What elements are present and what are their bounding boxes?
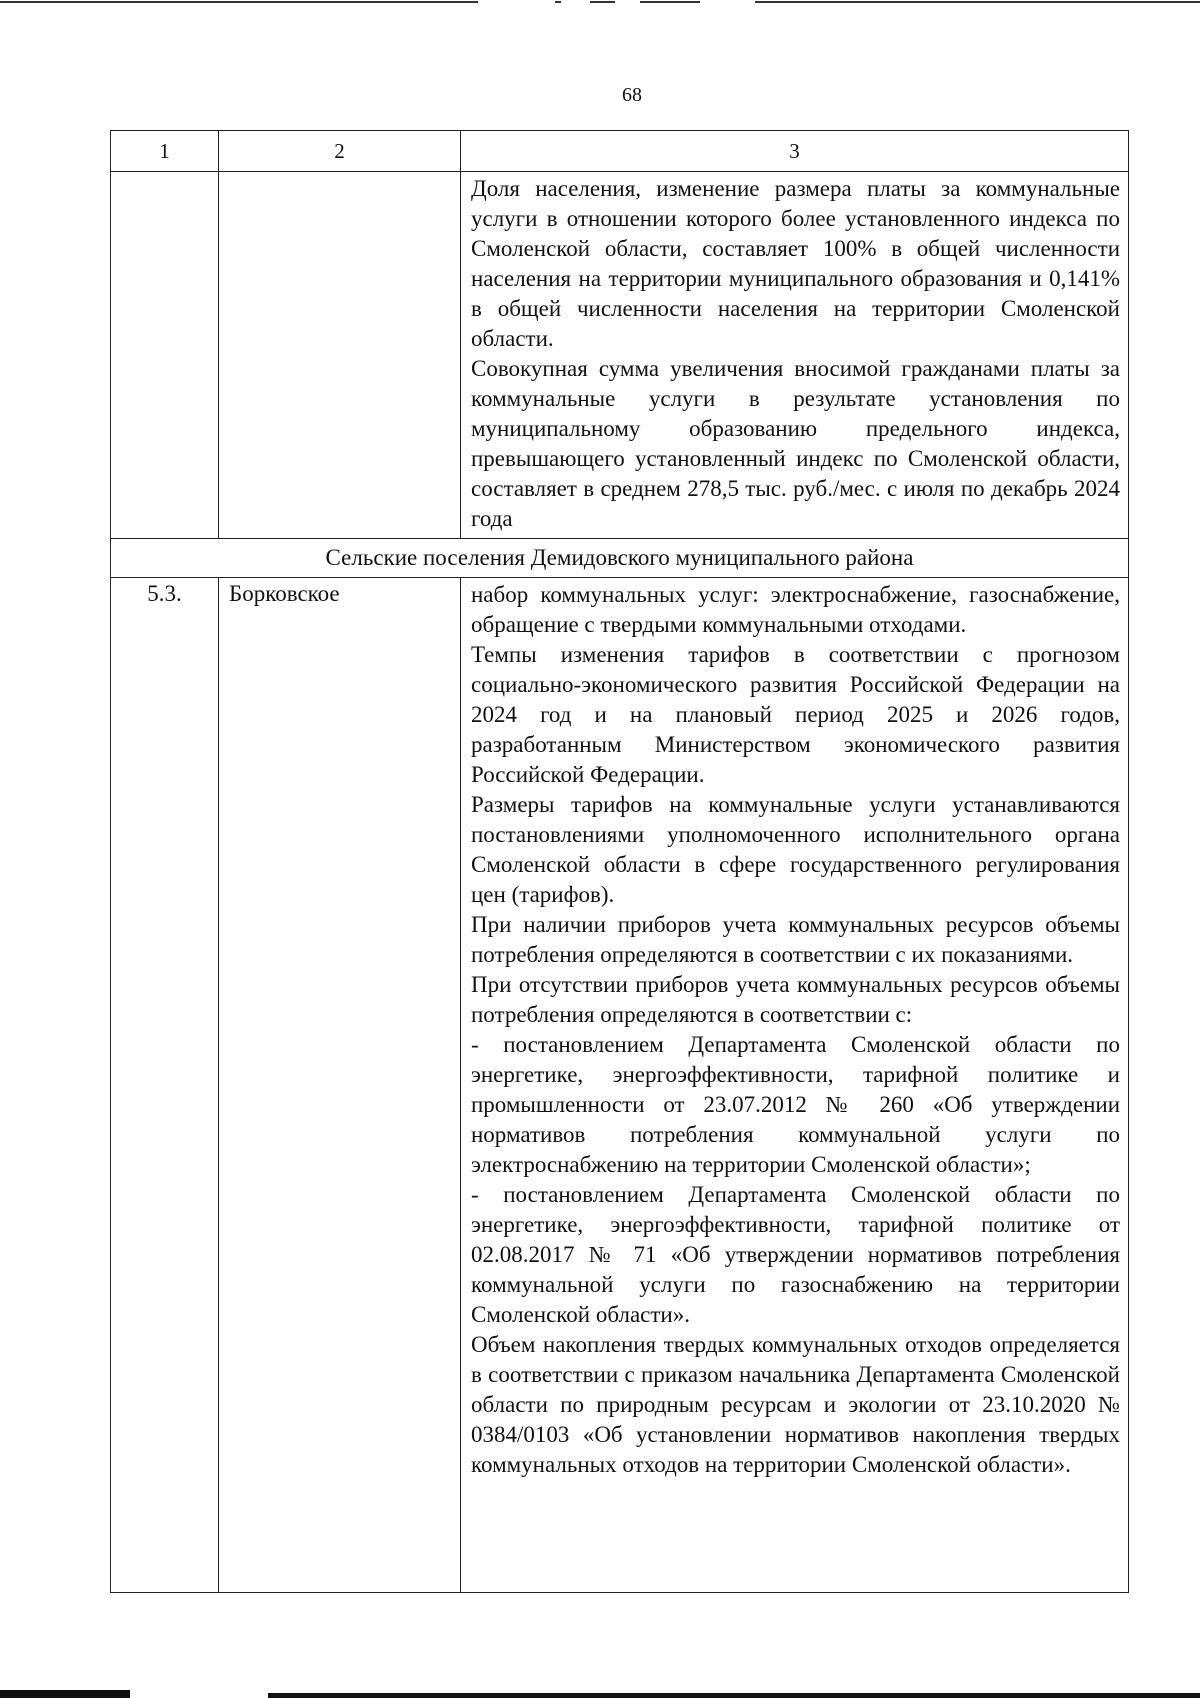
- paragraph: набор коммунальных услуг: электроснабжение, газоснабжение, обращение с твердыми коммунальными отходами.: [471, 582, 1120, 637]
- paragraph: Доля населения, изменение размера платы за коммунальные услуги в отношении которого более установленного индекса по Смоленской области, составляет 100% в общей численности населения на территории муниципального образования и 0,141% в общей численности населения на территории Смоленской области.: [471, 176, 1120, 351]
- row-description: [461, 172, 1129, 539]
- section-title: Сельские поселения Демидовского муниципального района: [111, 539, 1129, 578]
- header-col-2: 2: [219, 131, 461, 172]
- table-row: [111, 578, 1129, 1593]
- scan-line: [268, 1693, 1200, 1698]
- scan-line: [555, 1, 561, 3]
- paragraph: - постановлением Департамента Смоленской области по энергетике, энергоэффективности, тарифной политике от 02.08.2017 № 71 «Об утверждении нормативов потребления коммунальной услуги по газоснабжению на территории Смоленской области».: [471, 1182, 1120, 1327]
- scan-line: [0, 1690, 130, 1698]
- scan-line: [0, 1, 478, 3]
- scan-edge-top: [0, 0, 1200, 6]
- paragraph: Темпы изменения тарифов в соответствии с прогнозом социально-экономического развития Российской Федерации на 2024 год и на плановый период 2025 и 2026 годов, разработанным Министерством экономического развития Российской Федерации.: [471, 642, 1120, 787]
- scan-line: [640, 1, 700, 3]
- paragraph: - постановлением Департамента Смоленской области по энергетике, энергоэффективности, тарифной политике и промышленности от 23.07.2012 № 260 «Об утверждении нормативов потребления коммунальной услуги по электроснабжению на территории Смоленской области»;: [471, 1032, 1120, 1177]
- section-header-row: [111, 539, 1129, 578]
- row-settlement: Борковское: [219, 578, 461, 1593]
- row-number: 5.3.: [111, 578, 219, 1593]
- paragraph: Объем накопления твердых коммунальных отходов определяется в соответствии с приказом начальника Департамента Смоленской области по природным ресурсам и экологии от 23.10.2020 № 0384/0103 «Об установлении нормативов накопления твердых коммунальных отходов на территории Смоленской области».: [471, 1332, 1120, 1477]
- row-settlement: [219, 172, 461, 539]
- table-header-row: [111, 131, 1129, 172]
- row-number: [111, 172, 219, 539]
- paragraph: Совокупная сумма увеличения вносимой гражданами платы за коммунальные услуги в результате установления по муниципальному образованию предельного индекса, превышающего установленный индекс по Смоленской области, составляет в среднем 278,5 тыс. руб./мес. с июля по декабрь 2024 года: [471, 356, 1120, 531]
- page-number: 68: [622, 84, 642, 106]
- header-col-3: 3: [461, 131, 1129, 172]
- scan-line: [590, 1, 615, 3]
- paragraph: Размеры тарифов на коммунальные услуги устанавливаются постановлениями уполномоченного исполнительного органа Смоленской области в сфере государственного регулирования цен (тарифов).: [471, 792, 1120, 907]
- row-description: [461, 578, 1129, 1593]
- header-col-1: 1: [111, 131, 219, 172]
- paragraph: При отсутствии приборов учета коммунальных ресурсов объемы потребления определяются в соответствии с:: [471, 972, 1120, 1027]
- scan-edge-bottom: [0, 1688, 1200, 1698]
- tariff-table: [110, 130, 1129, 1593]
- paragraph: При наличии приборов учета коммунальных ресурсов объемы потребления определяются в соответствии с их показаниями.: [471, 912, 1120, 967]
- scan-line: [755, 1, 1200, 3]
- table-row-continuation: [111, 172, 1129, 539]
